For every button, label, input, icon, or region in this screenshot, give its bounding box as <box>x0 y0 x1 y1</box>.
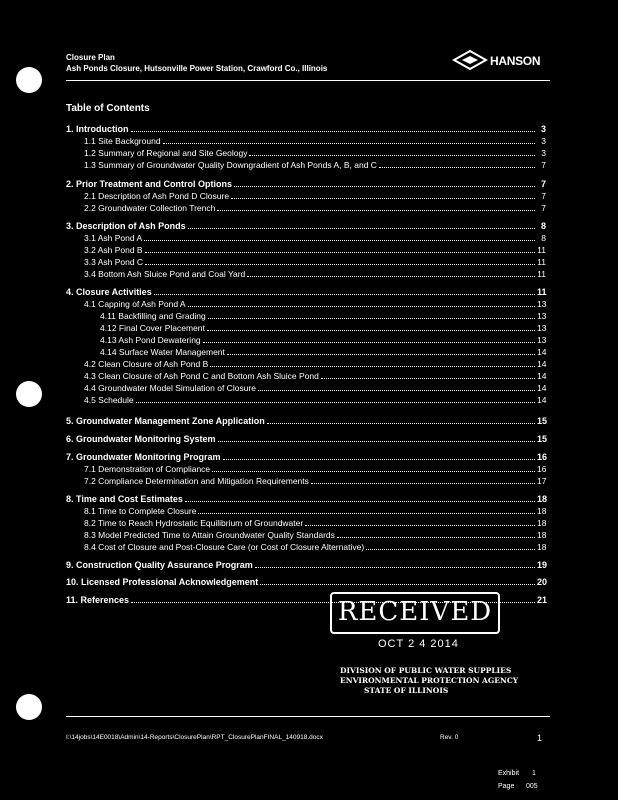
toc-subsection <box>66 382 546 393</box>
toc-leader <box>267 422 535 424</box>
toc-leader <box>234 185 535 187</box>
toc-section <box>66 559 546 570</box>
toc-page: 14 <box>537 359 547 369</box>
toc-leader <box>260 583 535 585</box>
toc-leader <box>231 197 535 199</box>
toc-subsection <box>66 358 546 369</box>
toc-page: 3 <box>540 124 546 134</box>
toc-label: 1.2 Summary of Regional and Site Geology <box>84 148 248 158</box>
toc-page: 3 <box>541 136 546 146</box>
toc-leader <box>154 293 535 295</box>
toc-leader <box>366 548 535 550</box>
toc-label: 7.1 Demonstration of Compliance <box>84 464 211 474</box>
toc-section <box>66 451 546 462</box>
toc-subsection <box>66 346 546 357</box>
toc-label: 10. Licensed Professional Acknowledgement <box>66 577 259 587</box>
toc-leader <box>321 377 535 379</box>
toc-leader <box>163 142 535 144</box>
header-rule <box>66 80 550 81</box>
toc-page: 14 <box>537 383 547 393</box>
punch-hole <box>16 67 42 93</box>
toc-title: Table of Contents <box>66 103 150 114</box>
toc-label: 1.1 Site Background <box>84 136 161 146</box>
toc-subsection <box>66 475 546 486</box>
toc-section <box>66 178 546 189</box>
toc-label: 4.11 Backfilling and Grading <box>100 311 206 321</box>
toc-leader <box>188 227 535 229</box>
toc-label: 7. Groundwater Monitoring Program <box>66 452 221 462</box>
toc-page: 16 <box>537 452 548 462</box>
doc-type: Closure Plan <box>66 53 115 62</box>
toc-leader <box>207 329 535 331</box>
toc-page: 13 <box>537 311 547 321</box>
logo-text: HANSON <box>490 54 541 68</box>
toc-subsection <box>66 256 546 267</box>
toc-label: 4.13 Ash Pond Dewatering <box>100 335 201 345</box>
toc-leader <box>210 365 535 367</box>
stamp-date: OCT 2 4 2014 <box>378 638 459 650</box>
toc-leader <box>212 470 535 472</box>
toc-page: 13 <box>537 323 547 333</box>
toc-label: 1. Introduction <box>66 124 129 134</box>
toc-label: 3.4 Bottom Ash Sluice Pond and Coal Yard <box>84 269 246 279</box>
file-path: I:\14jobs\14E0018\Admin\14-Reports\ClosurePlan\RPT_ClosurePlanFINAL_140918.docx <box>66 734 323 741</box>
toc-leader <box>198 512 535 514</box>
toc-label: 1.3 Summary of Groundwater Quality Downgradient of Ash Ponds A, B, and C <box>84 160 377 170</box>
toc-subsection <box>66 190 546 201</box>
toc-leader <box>227 353 535 355</box>
toc-subsection <box>66 147 546 158</box>
toc-label: 4.4 Groundwater Model Simulation of Closure <box>84 383 256 393</box>
exhibit-page-value: 005 <box>526 783 538 790</box>
toc-section <box>66 576 546 587</box>
toc-page: 13 <box>537 299 547 309</box>
page-number: 1 <box>537 733 543 743</box>
toc-subsection <box>66 517 546 528</box>
toc-page: 11 <box>537 269 546 279</box>
toc-label: 3. Description of Ash Ponds <box>66 221 186 231</box>
toc-page: 7 <box>541 160 546 170</box>
hanson-logo-icon <box>452 50 488 70</box>
stamp-line: DIVISION OF PUBLIC WATER SUPPLIES <box>340 666 512 675</box>
toc-label: 4.2 Clean Closure of Ash Pond B <box>84 359 209 369</box>
toc-section <box>66 433 546 444</box>
toc-leader <box>218 440 535 442</box>
toc-page: 7 <box>540 179 546 189</box>
toc-label: 8.1 Time to Complete Closure <box>84 506 197 516</box>
toc-subsection <box>66 334 546 345</box>
toc-subsection <box>66 244 546 255</box>
stamp-received: RECEIVED <box>330 592 500 634</box>
toc-subsection <box>66 310 546 321</box>
toc-leader <box>131 130 536 132</box>
toc-label: 8.3 Model Predicted Time to Attain Groundwater Quality Standards <box>84 530 335 540</box>
toc-leader <box>136 401 535 403</box>
toc-label: 11. References <box>66 595 130 605</box>
toc-label: 9. Construction Quality Assurance Program <box>66 560 253 570</box>
toc-label: 6. Groundwater Monitoring System <box>66 434 216 444</box>
punch-hole <box>16 381 42 407</box>
toc-leader <box>249 154 535 156</box>
toc-subsection <box>66 268 546 279</box>
toc-page: 14 <box>537 395 547 405</box>
exhibit-page-label: Page <box>498 783 515 790</box>
toc-page: 8 <box>541 233 546 243</box>
toc-leader <box>337 536 535 538</box>
toc-page: 19 <box>537 560 548 570</box>
toc-label: 4.14 Surface Water Management <box>100 347 225 357</box>
toc-section <box>66 123 546 134</box>
footer-rule <box>66 716 550 717</box>
toc-label: 3.1 Ash Pond A <box>84 233 143 243</box>
toc-leader <box>255 566 535 568</box>
toc-subsection <box>66 394 546 405</box>
revision: Rev. 0 <box>440 734 459 741</box>
toc-page: 13 <box>537 335 547 345</box>
exhibit-label: Exhibit <box>498 770 520 777</box>
toc-leader <box>217 209 535 211</box>
exhibit-value: 1 <box>532 770 536 777</box>
toc-label: 2. Prior Treatment and Control Options <box>66 179 233 189</box>
toc-subsection <box>66 529 546 540</box>
toc-subsection <box>66 232 546 243</box>
toc-page: 18 <box>537 494 548 504</box>
toc-label: 2.1 Description of Ash Pond D Closure <box>84 191 230 201</box>
toc-subsection <box>66 505 546 516</box>
toc-label: 4.1 Capping of Ash Pond A <box>84 299 186 309</box>
toc-page: 14 <box>537 371 547 381</box>
toc-label: 4.3 Clean Closure of Ash Pond C and Bottom Ash Sluice Pond <box>84 371 319 381</box>
toc-leader <box>258 389 535 391</box>
toc-page: 15 <box>537 416 548 426</box>
toc-label: 8.4 Cost of Closure and Post-Closure Care (or Cost of Closure Alternative) <box>84 542 365 552</box>
toc-leader <box>203 341 535 343</box>
toc-label: 8. Time and Cost Estimates <box>66 494 183 504</box>
toc-page: 21 <box>537 595 548 605</box>
toc-page: 15 <box>537 434 548 444</box>
toc-subsection <box>66 159 546 170</box>
toc-page: 20 <box>537 577 548 587</box>
toc-subsection <box>66 541 546 552</box>
toc-label: 3.2 Ash Pond B <box>84 245 143 255</box>
toc-leader <box>223 458 535 460</box>
toc-label: 4. Closure Activities <box>66 287 152 297</box>
toc-page: 18 <box>537 506 547 516</box>
toc-leader <box>188 305 535 307</box>
toc-label: 7.2 Compliance Determination and Mitigation Requirements <box>84 476 309 486</box>
toc-label: 3.3 Ash Pond C <box>84 257 144 267</box>
toc-page: 11 <box>537 245 546 255</box>
toc-subsection <box>66 370 546 381</box>
toc-leader <box>185 500 535 502</box>
toc-leader <box>247 275 535 277</box>
toc-page: 18 <box>537 518 547 528</box>
toc-leader <box>379 166 535 168</box>
toc-subsection <box>66 202 546 213</box>
toc-page: 14 <box>537 347 547 357</box>
toc-leader <box>145 263 535 265</box>
toc-page: 7 <box>541 191 546 201</box>
toc-leader <box>311 482 535 484</box>
toc-subsection <box>66 322 546 333</box>
toc-page: 18 <box>537 530 547 540</box>
toc-section <box>66 220 546 231</box>
stamp-line: STATE OF ILLINOIS <box>364 686 449 695</box>
toc-section <box>66 493 546 504</box>
toc-subsection <box>66 463 546 474</box>
toc-page: 8 <box>540 221 546 231</box>
toc-page: 11 <box>537 257 546 267</box>
toc-page: 7 <box>541 203 546 213</box>
toc-leader <box>208 317 535 319</box>
toc-page: 3 <box>541 148 546 158</box>
toc-label: 2.2 Groundwater Collection Trench <box>84 203 216 213</box>
toc-leader <box>145 251 535 253</box>
toc-section <box>66 415 546 426</box>
toc-section <box>66 286 546 297</box>
toc-leader <box>305 524 535 526</box>
company-logo <box>452 50 550 72</box>
toc-label: 8.2 Time to Reach Hydrostatic Equilibrium of Groundwater <box>84 518 304 528</box>
stamp-line: ENVIRONMENTAL PROTECTION AGENCY <box>340 676 519 685</box>
toc-label: 5. Groundwater Management Zone Application <box>66 416 265 426</box>
toc-leader <box>144 239 535 241</box>
toc-label: 4.12 Final Cover Placement <box>100 323 205 333</box>
toc-page: 11 <box>537 287 547 297</box>
toc-page: 18 <box>537 542 547 552</box>
toc-label: 4.5 Schedule <box>84 395 134 405</box>
toc-page: 16 <box>537 464 547 474</box>
punch-hole <box>16 694 42 720</box>
toc-page: 17 <box>537 476 547 486</box>
toc-subsection <box>66 135 546 146</box>
project-title: Ash Ponds Closure, Hutsonville Power Station, Crawford Co., Illinois <box>66 64 328 73</box>
toc-subsection <box>66 298 546 309</box>
